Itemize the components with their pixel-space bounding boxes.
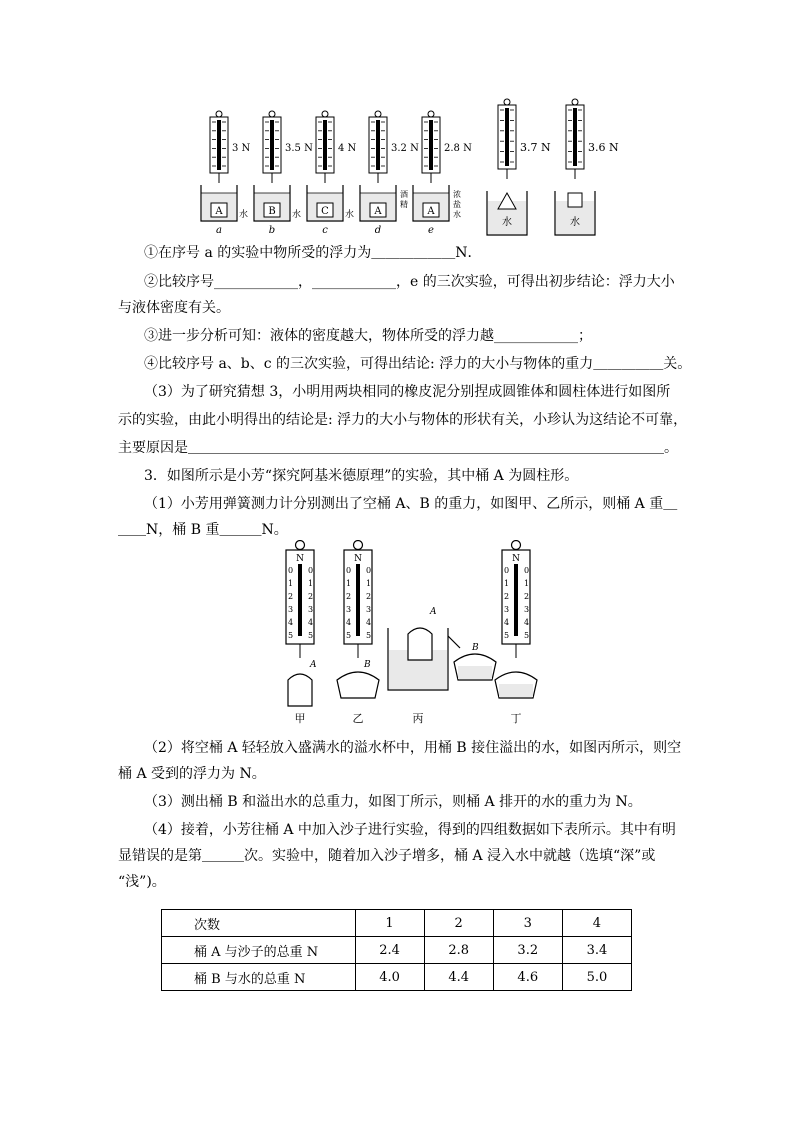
scale-number: 0	[504, 566, 510, 575]
water-in-bucket	[499, 684, 533, 697]
table-header-cell: 次数	[162, 910, 356, 937]
scale-number: 2	[524, 592, 530, 601]
liquid-label: 水	[345, 210, 355, 220]
table-cell: 桶 A 与沙子的总重 N	[162, 937, 356, 964]
scale-number: 2	[504, 592, 510, 601]
scale-number: 3	[504, 605, 510, 614]
scale-number: 4	[524, 618, 530, 627]
table-cell: 3.2	[493, 937, 562, 964]
q2-part3b: 示的实验，由此小明得出的结论是: 浮力的大小与物体的形状有关，小珍认为这结论不可靠，	[118, 412, 688, 428]
table-cell: 5.0	[562, 964, 631, 991]
meter-slot	[270, 120, 274, 170]
scale-number: 1	[504, 579, 510, 588]
shape-set-1	[487, 99, 551, 235]
figure-archimedes-experiment	[270, 540, 550, 730]
meter-slot	[323, 120, 327, 170]
table-cell: 2.8	[424, 937, 493, 964]
table-header-cell: 3	[493, 910, 562, 937]
block-label: B	[268, 206, 276, 217]
table-header-cell: 4	[562, 910, 631, 937]
experiment-label: e	[428, 225, 434, 236]
scale-number: 3	[366, 605, 372, 614]
overflow-spout	[448, 636, 460, 648]
meter-ring	[322, 111, 328, 117]
q3-p2b: 桶 A 受到的浮力为 N。	[118, 766, 266, 782]
meter-reading: 3.6 N	[588, 141, 619, 154]
meter-slot	[514, 564, 518, 636]
table-row	[162, 964, 632, 991]
meter-ring	[512, 541, 521, 550]
meter-unit: N	[296, 554, 304, 564]
sand-data-table	[161, 909, 632, 991]
scale-number: 2	[288, 592, 294, 601]
table-header-cell: 1	[355, 910, 424, 937]
scale-number: 0	[288, 566, 294, 575]
meter-unit: N	[512, 554, 520, 564]
scale-number: 2	[366, 592, 372, 601]
meter-ring	[504, 99, 510, 105]
scale-number: 0	[366, 566, 372, 575]
scale-number: 4	[504, 618, 510, 627]
bucket-a	[408, 628, 432, 660]
liquid-label: 精	[400, 200, 408, 209]
q2-item3: ③进一步分析可知：液体的密度越大，物体所受的浮力越____________；	[144, 328, 592, 344]
meter-ring	[572, 99, 578, 105]
liquid-label: 酒	[400, 190, 408, 199]
meter-reading: 4 N	[338, 143, 357, 154]
label-bing: 丙	[412, 712, 424, 725]
block-label: C	[321, 206, 329, 217]
experiment-label: d	[374, 225, 382, 236]
q2-part3c: 主要原因是＿＿＿＿＿＿＿＿＿＿＿＿＿＿＿＿＿＿＿＿＿＿＿＿＿＿＿＿＿＿＿＿＿＿。	[118, 440, 678, 456]
scale-number: 1	[524, 579, 530, 588]
table-cell: 桶 B 与水的总重 N	[162, 964, 356, 991]
liquid-label: 浓	[453, 190, 461, 199]
meter-reading: 3.5 N	[285, 143, 313, 154]
block-label: A	[215, 206, 223, 217]
liquid-label: 水	[239, 210, 249, 220]
table-cell: 4.6	[493, 964, 562, 991]
meter-ring	[216, 111, 222, 117]
scale-number: 5	[288, 631, 294, 640]
meter-slot	[217, 120, 221, 170]
scale-number: 0	[308, 566, 314, 575]
experiment-label: c	[322, 225, 328, 236]
meter-reading: 3.2 N	[391, 143, 419, 154]
bucket-b-label: B	[472, 643, 479, 653]
setup-yi	[337, 541, 379, 726]
scale-number: 0	[524, 566, 530, 575]
scale-number: 4	[308, 618, 314, 627]
label-ding: 丁	[510, 712, 522, 725]
meter-ring	[428, 111, 434, 117]
setup-bing	[388, 607, 496, 725]
q3-p4b: 显错误的是第＿＿＿次。实验中，随着加入沙子增多，桶 A 浸入水中就越（选填“深”或	[118, 848, 656, 864]
liquid-label: 水	[453, 210, 461, 219]
label-yi: 乙	[352, 712, 364, 725]
table-row	[162, 937, 632, 964]
meter-ring	[354, 541, 363, 550]
scale-number: 5	[366, 631, 372, 640]
meter-unit: N	[354, 554, 362, 564]
q3-p3: （3）测出桶 B 和溢出水的总重力，如图丁所示，则桶 A 排开的水的重力为 N。	[144, 794, 642, 810]
meter-set-a	[201, 111, 251, 236]
scale-number: 3	[308, 605, 314, 614]
meter-slot	[298, 564, 302, 636]
table-cell: 2.4	[355, 937, 424, 964]
scale-number: 5	[524, 631, 530, 640]
q2-part3a: （3）为了研究猜想 3，小明用两块相同的橡皮泥分别捏成圆锥体和圆柱体进行如图所	[144, 384, 671, 400]
q3-p1b: ＿＿N，桶 B 重＿＿＿N。	[118, 522, 288, 538]
table-header-row	[162, 910, 632, 937]
cylinder	[568, 193, 582, 207]
scale-number: 2	[308, 592, 314, 601]
meter-slot	[429, 120, 433, 170]
meter-reading: 2.8 N	[444, 143, 472, 154]
table-cell: 4.4	[424, 964, 493, 991]
meter-reading: 3 N	[232, 143, 251, 154]
scale-number: 3	[524, 605, 530, 614]
q3-title: 3．如图所示是小芳“探究阿基米德原理”的实验，其中桶 A 为圆柱形。	[144, 468, 579, 484]
scale-number: 5	[504, 631, 510, 640]
block-label: A	[374, 206, 382, 217]
q3-p2a: （2）将空桶 A 轻轻放入盛满水的溢水杯中，用桶 B 接住溢出的水，如图丙所示，则空	[144, 740, 682, 756]
bucket-a-label: A	[310, 660, 317, 670]
scale-number: 5	[346, 631, 352, 640]
shape-set-2	[555, 99, 619, 235]
scale-number: 3	[288, 605, 294, 614]
liquid-label: 水	[502, 217, 512, 228]
liquid-label: 水	[292, 210, 302, 220]
scale-number: 4	[288, 618, 294, 627]
liquid-label: 水	[570, 217, 580, 228]
scale-number: 1	[346, 579, 352, 588]
table-header-cell: 2	[424, 910, 493, 937]
experiment-label: a	[216, 225, 222, 236]
meter-set-c	[307, 111, 357, 236]
liquid-label: 盐	[453, 200, 461, 209]
meter-reading: 3.7 N	[520, 141, 551, 154]
scale-number: 1	[366, 579, 372, 588]
q2-item1: ①在序号 a 的实验中物所受的浮力为＿＿＿＿＿＿N．	[144, 245, 482, 261]
table-cell: 3.4	[562, 937, 631, 964]
meter-set-e	[413, 111, 472, 236]
q3-p4c: “浅”)。	[118, 874, 166, 890]
meter-set-b	[254, 111, 313, 236]
scale-number: 4	[366, 618, 372, 627]
meter-slot	[376, 120, 380, 170]
q2-item2a: ②比较序号____________，____________，e 的三次实验，可得出初步结论：浮力大小	[144, 274, 675, 290]
meter-set-d	[360, 111, 419, 236]
meter-slot	[356, 564, 360, 636]
bucket-b	[337, 672, 379, 698]
meter-slot	[573, 108, 577, 166]
meter-ring	[375, 111, 381, 117]
meter-ring	[269, 111, 275, 117]
scale-number: 2	[346, 592, 352, 601]
table-cell: 4.0	[355, 964, 424, 991]
bucket-b-label: B	[364, 660, 371, 670]
meter-slot	[505, 108, 509, 166]
bucket-a	[288, 674, 312, 706]
water-in-bucket	[458, 666, 492, 679]
q3-p4a: （4）接着，小芳往桶 A 中加入沙子进行实验，得到的四组数据如下表所示。其中有明	[144, 822, 676, 838]
bucket-a-label: A	[430, 607, 437, 617]
setup-jia	[286, 541, 317, 726]
scale-number: 1	[288, 579, 294, 588]
experiment-label: b	[268, 225, 276, 236]
setup-ding	[495, 541, 537, 726]
meter-ring	[296, 541, 305, 550]
q2-item2b: 与液体密度有关。	[118, 300, 230, 316]
figure-buoyancy-experiments	[195, 93, 635, 238]
block-label: A	[427, 206, 435, 217]
scale-number: 3	[346, 605, 352, 614]
q3-p1a: （1）小芳用弹簧测力计分别测出了空桶 A、B 的重力，如图甲、乙所示，则桶 A 重＿	[144, 496, 678, 512]
scale-number: 5	[308, 631, 314, 640]
q2-item4: ④比较序号 a、b、c 的三次实验，可得出结论: 浮力的大小与物体的重力＿＿＿＿＿关。	[144, 356, 692, 372]
scale-number: 4	[346, 618, 352, 627]
scale-number: 1	[308, 579, 314, 588]
label-jia: 甲	[294, 712, 306, 725]
scale-number: 0	[346, 566, 352, 575]
